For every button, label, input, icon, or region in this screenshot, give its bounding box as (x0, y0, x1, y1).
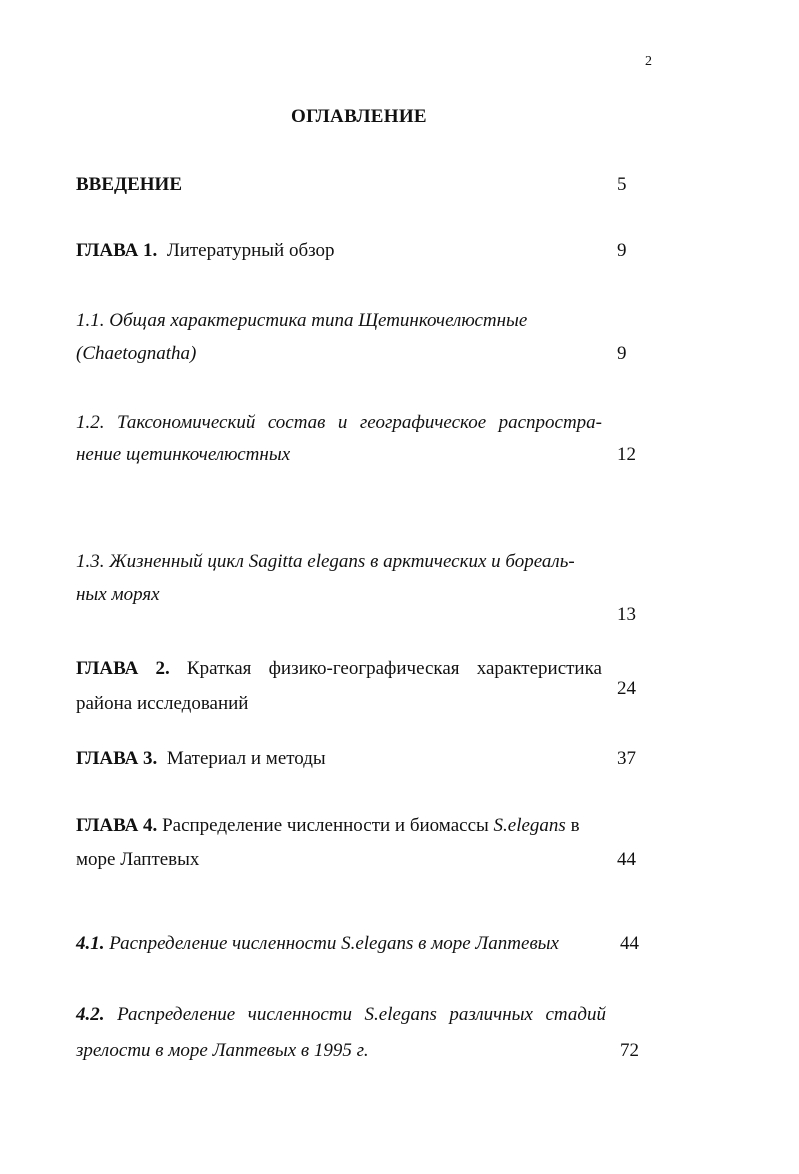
toc-section-1-1-page: 9 (617, 343, 627, 364)
toc-chapter-3 (76, 748, 326, 770)
toc-section-1-1-line1 (76, 310, 527, 332)
toc-section-4-2-line1 (76, 1004, 606, 1026)
toc-chapter-4-prefix: ГЛАВА 4. (76, 815, 158, 836)
toc-section-1-3-line2: ных морях (76, 584, 160, 605)
toc-chapter-1-title: Литературный обзор (166, 240, 335, 261)
toc-chapter-4-text1c: в (565, 815, 580, 836)
toc-chapter-3-prefix: ГЛАВА 3. (76, 748, 158, 769)
toc-chapter-1 (76, 240, 335, 262)
toc-section-1-3-num: 1.3. (76, 551, 105, 572)
toc-section-1-2-text1: Таксономический состав и географическое распростра- (116, 412, 603, 433)
toc-section-1-2-line2: нение щетинкочелюстных (76, 444, 291, 465)
toc-chapter-4-page: 44 (617, 849, 636, 870)
toc-section-1-2-num: 1.2. (76, 412, 105, 433)
toc-intro-page: 5 (617, 174, 627, 195)
toc-chapter-4-line1 (76, 815, 580, 837)
toc-section-4-2-line2: зрелости в море Лаптевых в 1995 г. (76, 1040, 369, 1061)
toc-section-4-1-title: Распределение численности S.elegans в море Лаптевых (109, 933, 559, 954)
toc-chapter-2-page: 24 (617, 678, 636, 699)
page-number: 2 (645, 54, 652, 69)
toc-section-4-1-num: 4.1. (76, 933, 105, 954)
toc-section-4-2-text1: Распределение численности S.elegans различных стадий (117, 1004, 607, 1025)
toc-section-4-2-num: 4.2. (76, 1004, 105, 1025)
toc-section-4-1-page: 44 (620, 933, 639, 954)
toc-chapter-2-text1: Краткая физико-географическая характеристика (186, 658, 602, 679)
toc-chapter-4-species: S.elegans (493, 815, 566, 836)
page-title: ОГЛАВЛЕНИЕ (291, 106, 427, 127)
toc-chapter-2-prefix: ГЛАВА 2. (76, 658, 170, 679)
toc-section-1-3-page: 13 (617, 604, 636, 625)
toc-section-1-1-line2: (Chaetognatha) (76, 343, 197, 364)
toc-chapter-1-prefix: ГЛАВА 1. (76, 240, 158, 261)
toc-chapter-4-text1a: Распределение численности и биомассы (162, 815, 494, 836)
toc-section-1-1-num: 1.1. (76, 310, 105, 331)
toc-chapter-2-line2: района исследований (76, 693, 249, 714)
toc-section-1-2-page: 12 (617, 444, 636, 465)
toc-section-4-2-page: 72 (620, 1040, 639, 1061)
toc-section-4-1 (76, 933, 559, 955)
toc-chapter-3-title: Материал и методы (166, 748, 326, 769)
toc-section-1-1-text1: Общая характеристика типа Щетинкочелюстные (109, 310, 528, 331)
toc-intro-label: ВВЕДЕНИЕ (76, 174, 182, 195)
toc-section-1-3-line1 (76, 551, 575, 573)
toc-chapter-2-line1 (76, 658, 602, 680)
toc-section-1-2-line1 (76, 412, 602, 434)
toc-chapter-1-page: 9 (617, 240, 627, 261)
toc-chapter-3-page: 37 (617, 748, 636, 769)
toc-section-1-3-text1: Жизненный цикл Sagitta elegans в арктических и бореаль- (109, 551, 575, 572)
toc-chapter-4-line2: море Лаптевых (76, 849, 200, 870)
